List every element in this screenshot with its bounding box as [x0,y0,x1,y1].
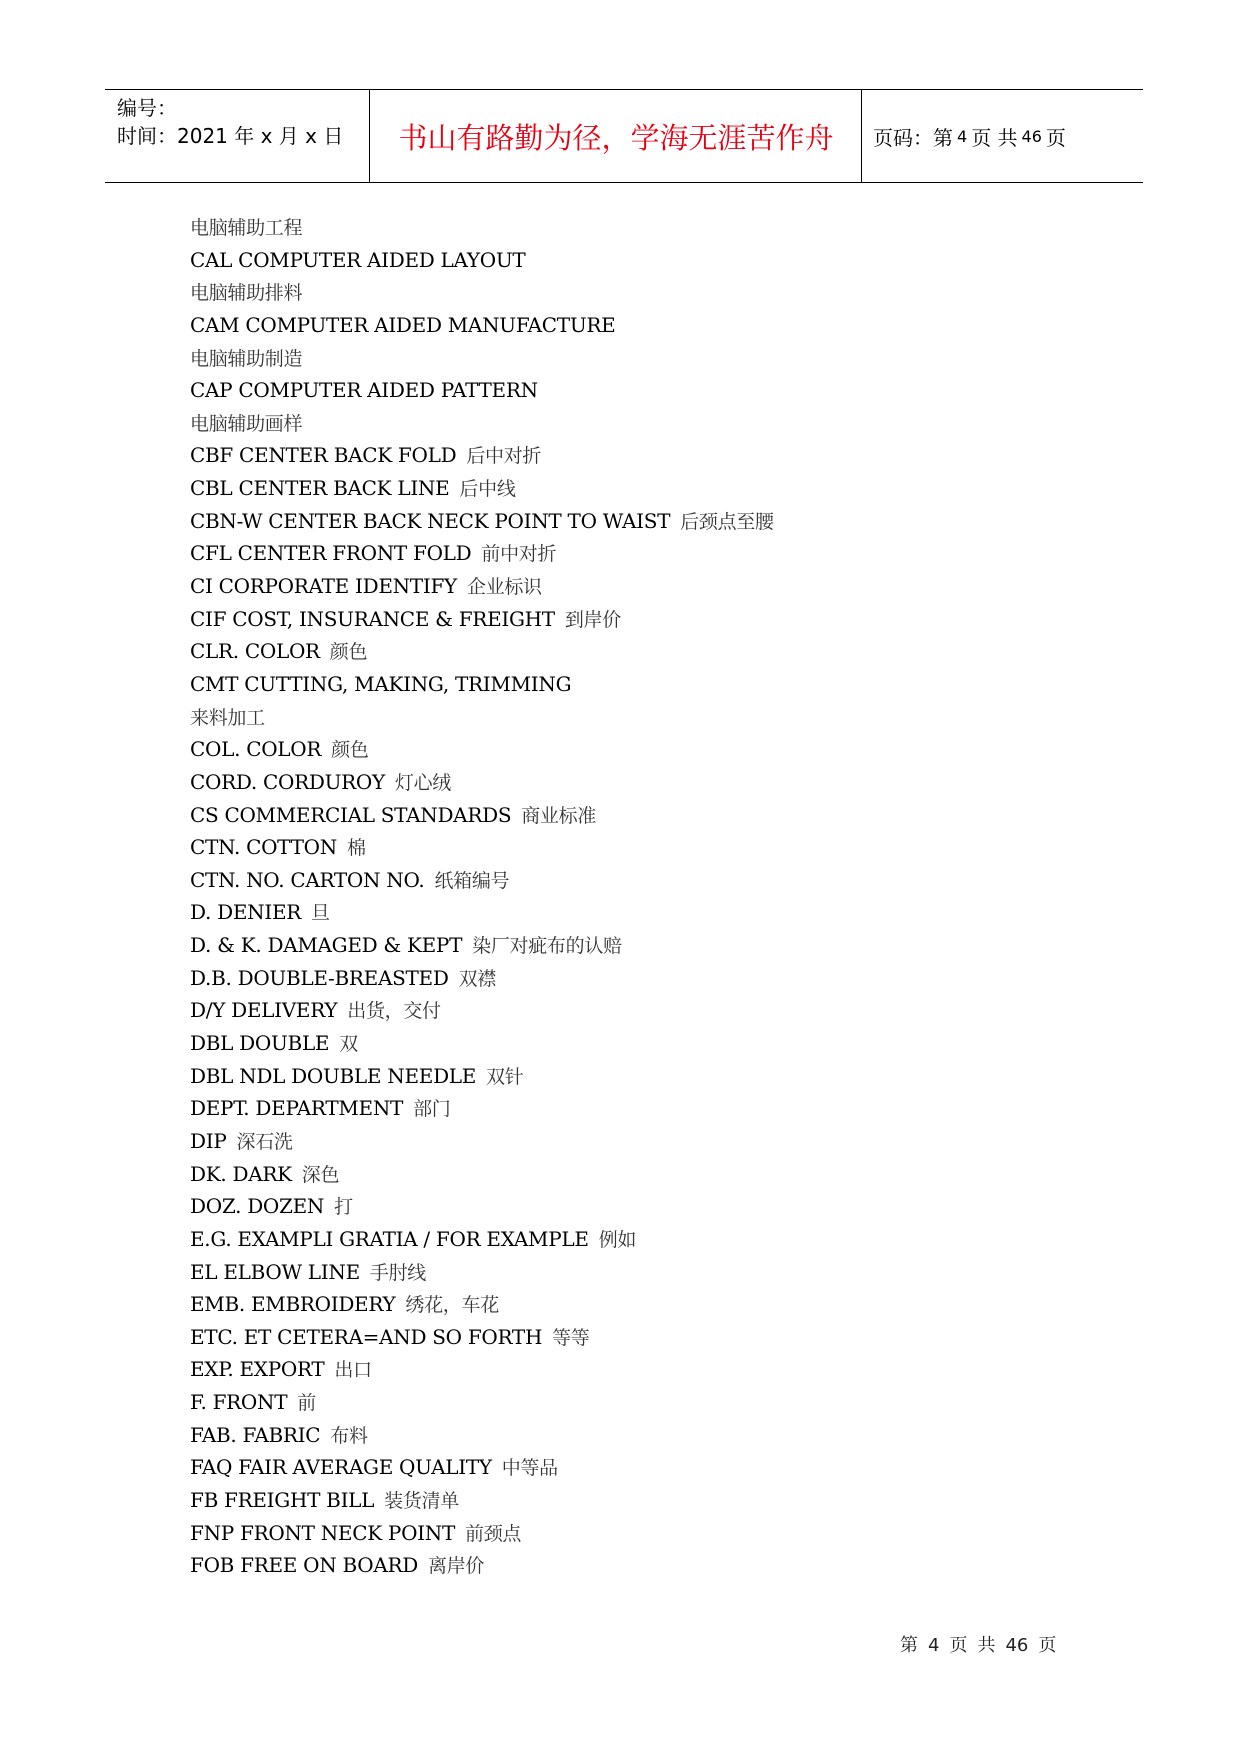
date-label: 时间：2021 年 x 月 x 日 [117,124,344,148]
entry-term: CBL CENTER BACK LINE [190,476,450,501]
glossary-entry [190,864,1090,897]
entry-translation: 布料 [330,1424,368,1447]
entry-term: FB FREIGHT BILL [190,1487,375,1512]
entry-term: FOB FREE ON BOARD [190,1553,418,1578]
footer-page-total: 46 [1005,1635,1029,1656]
entry-term: CBF CENTER BACK FOLD [190,443,457,468]
glossary-entry [190,1060,1090,1093]
entry-translation: 电脑辅助制造 [190,347,303,370]
entry-term: CIF COST, INSURANCE & FREIGHT [190,606,555,631]
entry-translation: 染厂对疵布的认赔 [472,935,622,958]
entry-term: EXP. EXPORT [190,1357,325,1382]
glossary-entry [190,994,1090,1027]
glossary-entry [190,896,1090,929]
glossary-entry [190,1125,1090,1158]
entry-term: CAM COMPUTER AIDED MANUFACTURE [190,312,616,337]
entry-translation: 出口 [334,1359,372,1382]
glossary-entry [190,766,1090,799]
glossary-entry [190,211,1090,244]
glossary-entry [190,1256,1090,1289]
entry-translation: 颜色 [331,739,369,762]
footer-page-prefix: 第 [900,1635,918,1656]
glossary-entry [190,505,1090,538]
entry-translation: 电脑辅助工程 [190,217,303,239]
glossary-entry [190,635,1090,668]
entry-term: E.G. EXAMPLI GRATIA / FOR EXAMPLE [190,1226,589,1251]
glossary-entry [190,1484,1090,1517]
footer-page-mid: 页 [949,1635,968,1656]
glossary-entry [190,407,1090,440]
entry-translation: 后中线 [459,478,516,501]
entry-translation: 双襟 [458,967,496,990]
glossary-entry [190,1288,1090,1321]
entry-translation: 深石洗 [236,1130,293,1153]
page-footer [900,1631,1066,1657]
glossary-entry [190,831,1090,864]
entry-term: EL ELBOW LINE [190,1259,360,1284]
entry-term: FAB. FABRIC [190,1422,321,1447]
entry-translation: 旦 [311,902,330,925]
glossary-entry [190,1190,1090,1223]
glossary-entry [190,1027,1090,1060]
glossary-entry [190,537,1090,570]
header-divider [861,90,862,182]
glossary-entry [190,1223,1090,1256]
entry-term: CAL COMPUTER AIDED LAYOUT [190,247,526,272]
entry-term: CTN. NO. CARTON NO. [190,867,425,892]
glossary-entry [190,701,1090,734]
entry-translation: 手肘线 [369,1261,426,1284]
entry-term: CBN-W CENTER BACK NECK POINT TO WAIST [190,508,671,533]
header-motto: 书山有路勤为径，学海无涯苦作舟 [398,120,834,155]
header-page-number [873,90,1066,182]
entry-term: CTN. COTTON [190,835,337,860]
glossary-entry [190,309,1090,342]
entry-translation: 等等 [552,1326,590,1349]
serial-number-label: 编号： [117,96,177,120]
entry-term: CS COMMERCIAL STANDARDS [190,802,512,827]
glossary-entry [190,733,1090,766]
glossary-list [190,211,1090,1582]
glossary-entry [190,472,1090,505]
entry-term: CAP COMPUTER AIDED PATTERN [190,378,538,403]
entry-term: D. DENIER [190,900,302,925]
entry-term: CLR. COLOR [190,639,320,664]
entry-term: FNP FRONT NECK POINT [190,1520,456,1545]
entry-translation: 灯心绒 [394,771,452,794]
glossary-entry [190,570,1090,603]
entry-translation: 中等品 [501,1457,558,1480]
entry-translation: 装货清单 [384,1489,459,1512]
footer-page-end: 页 [1038,1635,1057,1656]
entry-term: DIP [190,1128,227,1153]
glossary-entry [190,439,1090,472]
glossary-entry [190,1321,1090,1354]
glossary-entry [190,668,1090,701]
page-total: 46 [1021,126,1042,146]
entry-translation: 部门 [413,1098,451,1121]
entry-term: F. FRONT [190,1390,288,1415]
entry-term: DBL DOUBLE [190,1031,330,1056]
entry-term: DBL NDL DOUBLE NEEDLE [190,1063,477,1088]
entry-translation: 例如 [598,1228,637,1251]
entry-translation: 到岸价 [564,608,621,631]
glossary-entry [190,1092,1090,1125]
entry-translation: 绣花，车花 [405,1294,499,1317]
glossary-entry [190,1549,1090,1582]
header-meta [117,94,367,150]
entry-translation: 后中对折 [466,445,542,468]
glossary-entry [190,1419,1090,1452]
entry-term: ETC. ET CETERA=AND SO FORTH [190,1324,543,1349]
entry-term: CORD. CORDUROY [190,769,385,794]
entry-translation: 后颈点至腰 [680,510,774,533]
glossary-entry [190,342,1090,375]
entry-translation: 前中对折 [481,543,557,566]
glossary-entry [190,962,1090,995]
entry-term: DK. DARK [190,1161,292,1186]
entry-translation: 商业标准 [521,804,597,827]
entry-term: DEPT. DEPARTMENT [190,1096,404,1121]
footer-total-prefix: 共 [977,1635,996,1656]
glossary-entry [190,276,1090,309]
footer-page-current: 4 [928,1635,940,1656]
entry-translation: 电脑辅助画样 [190,412,303,435]
page-label: 页码：第 [873,125,953,150]
glossary-entry [190,1353,1090,1386]
entry-translation: 企业标识 [466,576,542,599]
glossary-entry [190,929,1090,962]
entry-translation: 纸箱编号 [434,869,510,892]
entry-term: D/Y DELIVERY [190,998,338,1023]
glossary-entry [190,1386,1090,1419]
entry-translation: 打 [334,1196,353,1219]
entry-translation: 深色 [301,1163,340,1186]
page-current: 4 [957,126,968,146]
document-header [105,89,1143,183]
entry-translation: 双 [339,1033,358,1056]
glossary-entry [190,799,1090,832]
glossary-entry [190,1451,1090,1484]
entry-translation: 前颈点 [465,1522,522,1545]
glossary-entry [190,1158,1090,1191]
page-mid-label: 页 共 [971,125,1018,150]
glossary-entry [190,374,1090,407]
entry-term: CI CORPORATE IDENTIFY [190,574,457,599]
entry-term: CMT CUTTING, MAKING, TRIMMING [190,671,572,696]
entry-translation: 前 [297,1392,316,1415]
entry-term: FAQ FAIR AVERAGE QUALITY [190,1455,492,1480]
entry-term: D. & K. DAMAGED & KEPT [190,933,463,958]
entry-term: DOZ. DOZEN [190,1194,325,1219]
entry-translation: 来料加工 [190,706,265,729]
entry-term: EMB. EMBROIDERY [190,1292,396,1317]
entry-translation: 棉 [346,837,366,860]
entry-translation: 双针 [486,1065,524,1088]
page-end-label: 页 [1045,125,1066,150]
glossary-entry [190,244,1090,277]
entry-translation: 离岸价 [427,1555,485,1578]
entry-translation: 颜色 [329,641,368,664]
entry-translation: 电脑辅助排料 [190,282,303,305]
glossary-entry [190,1517,1090,1550]
entry-translation: 出货，交付 [347,1000,441,1023]
entry-term: D.B. DOUBLE-BREASTED [190,965,449,990]
glossary-entry [190,603,1090,636]
entry-term: COL. COLOR [190,737,322,762]
header-divider [369,90,370,182]
entry-term: CFL CENTER FRONT FOLD [190,541,472,566]
